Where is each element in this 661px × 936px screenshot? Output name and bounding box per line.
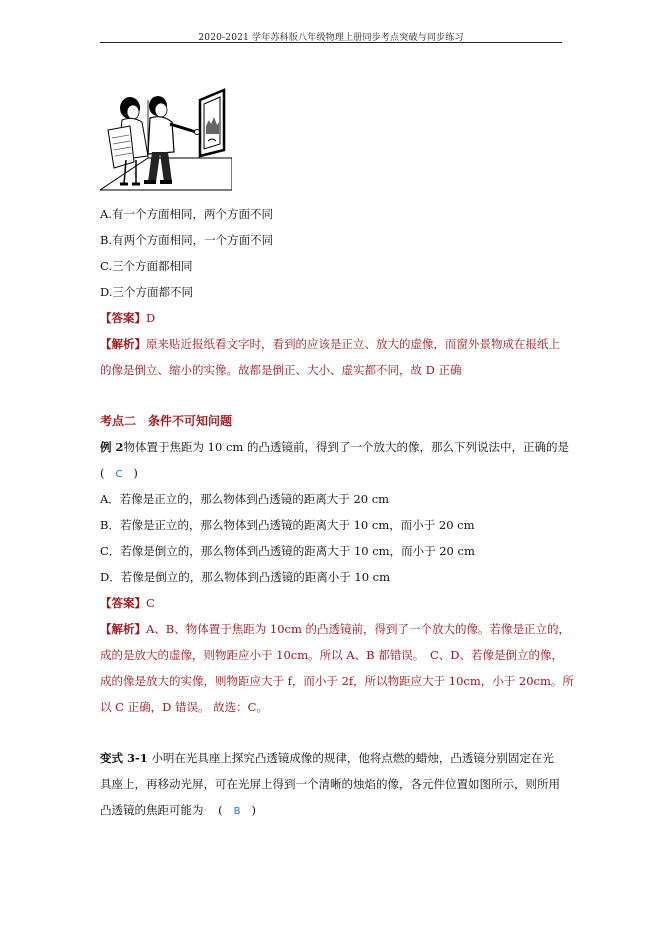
page-header: 2020-2021 学年苏科版八年级物理上册同步考点突破与同步练习 bbox=[198, 33, 464, 43]
q1-analysis-label: 【解析】 bbox=[100, 337, 146, 351]
example2-answer bbox=[100, 596, 155, 611]
example2-option-a: A．若像是正立的，那么物体到凸透镜的距离大于 20 cm bbox=[100, 492, 390, 506]
example2-answer-paren bbox=[100, 466, 138, 482]
example2-analysis-line3: 成的像是放大的实像，则物距应大于 f，而小于 2f，所以物距应大于 10cm，小于 20cm。所 bbox=[100, 674, 574, 688]
q1-analysis-line2: 的像是倒立、缩小的实像。故都是倒正、大小、虚实都不同，故 D 正确 bbox=[100, 363, 462, 377]
q1-analysis-text1: 原来贴近报纸看文字时，看到的应该是正立、放大的虚像，而窗外景物成在报纸上 bbox=[146, 337, 560, 351]
header-divider bbox=[100, 42, 562, 43]
paren-close: ) bbox=[133, 466, 138, 480]
variant31-label: 变式 3-1 bbox=[100, 751, 148, 765]
variant31-line3 bbox=[100, 803, 256, 819]
variant31-text1: 小明在光具座上探究凸透镜成像的规律，他将点燃的蜡烛，凸透镜分别固定在光 bbox=[151, 751, 554, 765]
example2-stem-line1 bbox=[100, 440, 569, 455]
section2-title: 考点二 条件不可知问题 bbox=[100, 414, 233, 428]
q1-option-d: D.三个方面都不同 bbox=[100, 285, 193, 299]
variant31-answer-mark: B bbox=[233, 806, 241, 817]
example2-analysis-line4: 以 C 正确，D 错误。 故选：C。 bbox=[100, 700, 268, 714]
example2-analysis-line1 bbox=[100, 622, 570, 637]
example2-answer-value: C bbox=[146, 596, 155, 610]
example2-analysis-text1: A、B、物体置于焦距为 10cm 的凸透镜前，得到了一个放大的像。若像是正立的， bbox=[146, 622, 571, 636]
variant31-line2: 具座上，再移动光屏，可在光屏上得到一个清晰的烛焰的像，各元件位置如图所示，则所用 bbox=[100, 777, 560, 791]
example2-option-c: C．若像是倒立的，那么物体到凸透镜的距离大于 10 cm，而小于 20 cm bbox=[100, 544, 475, 558]
q1-answer-value: D bbox=[146, 311, 156, 325]
q1-option-c: C.三个方面都相同 bbox=[100, 259, 193, 273]
q1-option-b: B.有两个方面相同，一个方面不同 bbox=[100, 233, 274, 247]
couple-at-window-illustration bbox=[100, 86, 232, 192]
example2-analysis-label: 【解析】 bbox=[100, 622, 146, 636]
example2-answer-mark: C bbox=[115, 469, 123, 480]
paren-open: ( bbox=[218, 803, 223, 817]
q1-answer bbox=[100, 311, 155, 326]
q1-analysis-line1 bbox=[100, 337, 560, 352]
paren-open: ( bbox=[100, 466, 105, 480]
example2-label: 例 2 bbox=[100, 440, 124, 454]
q1-option-a: A.有一个方面相同，两个方面不同 bbox=[100, 207, 273, 221]
variant31-text3: 凸透镜的焦距可能为 bbox=[100, 803, 204, 817]
paren-close: ) bbox=[251, 803, 256, 817]
example2-analysis-line2: 成的是放大的虚像，则物距应小于 10cm。所以 A、B 都错误。 C、D、若像是倒立的像， bbox=[100, 648, 563, 662]
variant31-line1 bbox=[100, 751, 554, 766]
example2-stem-text: 物体置于焦距为 10 cm 的凸透镜前，得到了一个放大的像，那么下列说法中，正确的是 bbox=[123, 440, 569, 454]
example2-answer-label: 【答案】 bbox=[100, 596, 146, 610]
example2-option-b: B．若像是正立的，那么物体到凸透镜的距离大于 10 cm，而小于 20 cm bbox=[100, 518, 475, 532]
example2-option-d: D．若像是倒立的，那么物体到凸透镜的距离小于 10 cm bbox=[100, 570, 391, 584]
q1-answer-label: 【答案】 bbox=[100, 311, 146, 325]
